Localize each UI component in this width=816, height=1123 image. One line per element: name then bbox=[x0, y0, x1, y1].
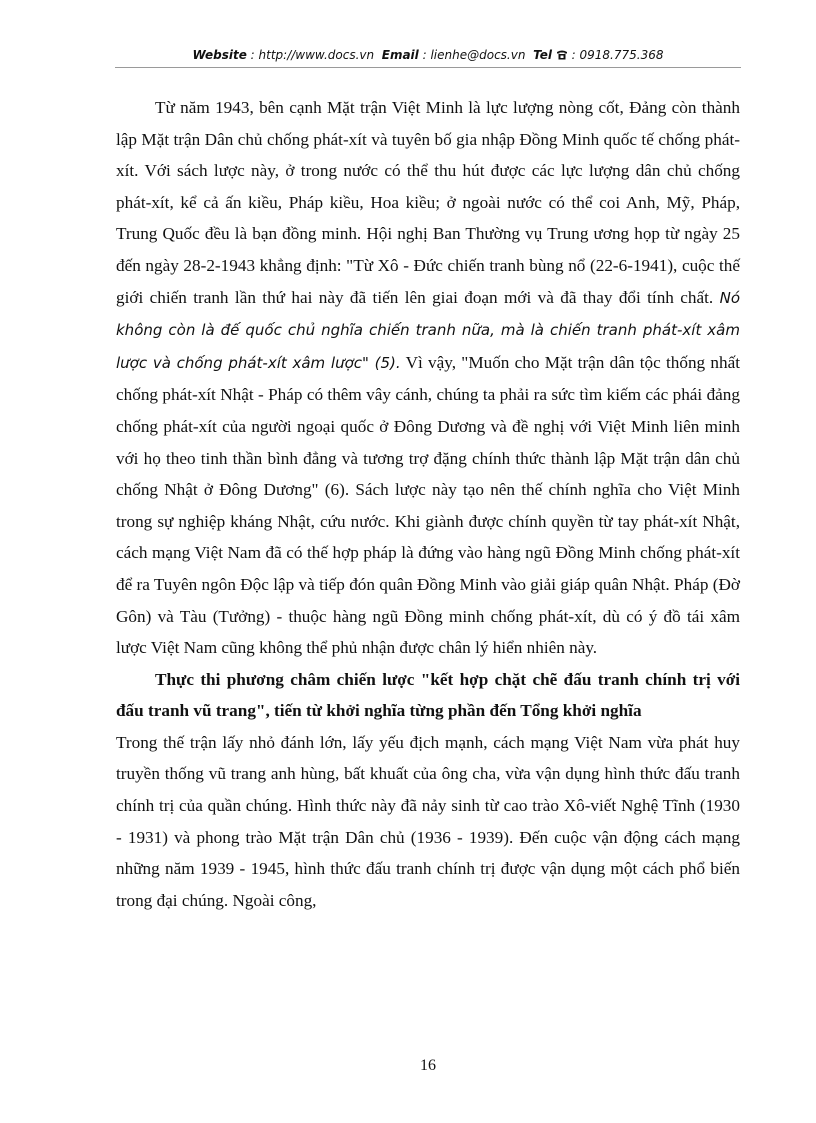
email-value: : lienhe@docs.vn bbox=[422, 48, 526, 62]
paragraph-1-text: Từ năm 1943, bên cạnh Mặt trận Việt Minh là lực lượng nòng cốt, Đảng còn thành lập Mặt trận Dân chủ chống phát-xít và tuyên bố gia nhập Đồng Minh quốc tế chống phát-xít. Với sách lược này, ở trong nước có thể thu hút được các lực lượng dân chủ chống phát-xít, kể cả ấn kiều, Pháp kiều, Hoa kiều; ở ngoài nước có thể coi Anh, Mỹ, Pháp, Trung Quốc đều là bạn đồng minh. Hội nghị Ban Thường vụ Trung ương họp từ ngày 25 đến ngày 28-2-1943 khẳng định: "Từ Xô - Đức chiến tranh bùng nổ (22-6-1941), cuộc thế giới chiến tranh lần thứ hai này đã tiến lên giai đoạn mới và đã thay đổi tính chất. bbox=[116, 98, 740, 307]
document-body bbox=[116, 92, 740, 916]
section-heading: Thực thi phương châm chiến lược "kết hợp chặt chẽ đấu tranh chính trị với đấu tranh vũ trang", tiến từ khởi nghĩa từng phần đến Tổng khởi nghĩa bbox=[116, 669, 740, 721]
paragraph-2: Trong thế trận lấy nhỏ đánh lớn, lấy yếu địch mạnh, cách mạng Việt Nam vừa phát huy truyền thống vũ trang anh hùng, bất khuất của ông cha, vừa vận dụng hình thức đấu tranh chính trị của quần chúng. Hình thức này đã nảy sinh từ cao trào Xô-viết Nghệ Tĩnh (1930 - 1931) và phong trào Mặt trận Dân chủ (1936 - 1939). Đến cuộc vận động cách mạng những năm 1939 - 1945, hình thức đấu tranh chính trị được vận dụng một cách phổ biến trong đại chúng. Ngoài công, bbox=[116, 732, 740, 910]
website-value: : http://www.docs.vn bbox=[250, 48, 375, 62]
phone-icon bbox=[556, 49, 568, 63]
page-header bbox=[115, 48, 741, 63]
paragraph-1-italic-quote: Nó không còn là đế quốc chủ nghĩa chiến tranh nữa, mà là chiến tranh phát-xít xâm lược và chống phát-xít xâm lược" (5). bbox=[116, 288, 740, 372]
header-divider bbox=[115, 67, 741, 68]
page-number: 16 bbox=[420, 1057, 436, 1074]
tel-label: Tel bbox=[533, 48, 552, 62]
email-label: Email bbox=[381, 48, 419, 62]
paragraph-1 bbox=[116, 92, 740, 664]
tel-value: : 0918.775.368 bbox=[571, 48, 664, 62]
paragraph-1-continuation: Vì vậy, "Muốn cho Mặt trận dân tộc thống nhất chống phát-xít Nhật - Pháp có thêm vây cánh, chúng ta phải ra sức tìm kiếm các phái đảng chống phát-xít của người ngoại quốc ở Đông Dương và đề nghị với Việt Minh liên minh với họ theo tinh thần bình đẳng và tương trợ đặng chính thức thành lập Mặt trận dân chủ chống Nhật ở Đông Dương" (6). Sách lược này tạo nên thế chính nghĩa cho Việt Minh trong sự nghiệp kháng Nhật, cứu nước. Khi giành được chính quyền từ tay phát-xít Nhật, cách mạng Việt Nam đã có thế hợp pháp là đứng vào hàng ngũ Đồng Minh chống phát-xít để ra Tuyên ngôn Độc lập và tiếp đón quân Đồng Minh vào giải giáp quân Nhật. Pháp (Đờ Gôn) và Tàu (Tưởng) - thuộc hàng ngũ Đồng minh chống phát-xít, dù có ý đồ tái xâm lược Việt Nam cũng không thể phủ nhận được chân lý hiển nhiên này. bbox=[116, 352, 740, 658]
website-label: Website bbox=[192, 48, 247, 62]
